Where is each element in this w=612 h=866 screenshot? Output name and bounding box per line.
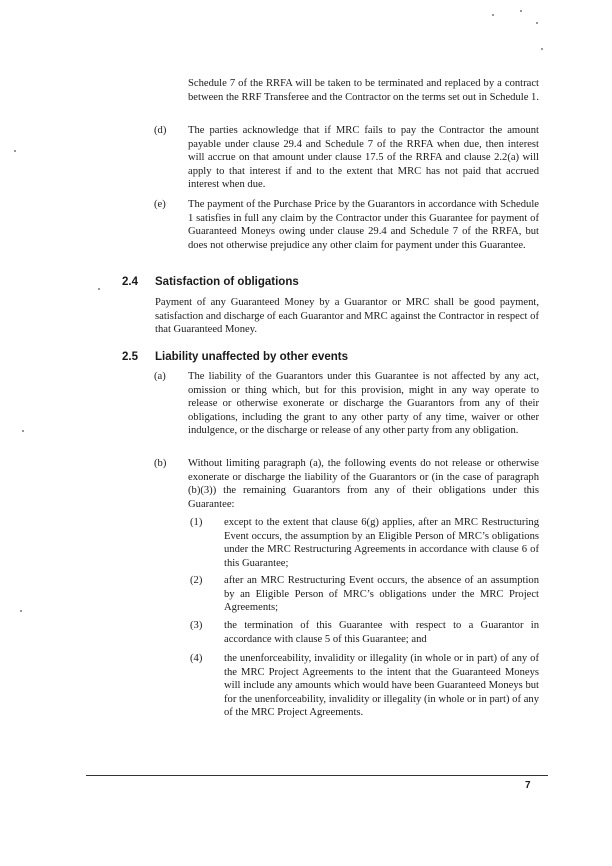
subitem-4-label: (4)	[190, 653, 203, 664]
section-2-4-number: 2.4	[122, 276, 138, 288]
item-a	[188, 370, 539, 438]
footer-rule	[86, 775, 548, 776]
subitem-1	[224, 516, 539, 570]
scan-speck	[541, 48, 543, 50]
scan-speck	[22, 430, 24, 432]
item-b-text: Without limiting paragraph (a), the following events do not release or otherwise exonerate or discharge the liability of the Guarantors or (in the case of paragraph (b)(3)) the remaining Guarantors from any of their obligations under this Guarantee:	[188, 458, 539, 510]
subitem-3-label: (3)	[190, 620, 203, 631]
page-number: 7	[525, 780, 531, 791]
item-b-label: (b)	[154, 458, 167, 469]
scan-speck	[14, 150, 16, 152]
scan-speck	[492, 14, 494, 16]
scan-speck	[520, 10, 522, 12]
subitem-3-text: the termination of this Guarantee with respect to a Guarantor in accordance with clause 5 of this Guarantee; and	[224, 620, 539, 645]
subitem-1-label: (1)	[190, 517, 203, 528]
section-2-4-text: Payment of any Guaranteed Money by a Guarantor or MRC shall be good payment, satisfaction and discharge of each Guarantor and MRC against the Contractor in respect of that Guaranteed Money.	[155, 297, 539, 336]
item-e-text: The payment of the Purchase Price by the Guarantors in accordance with Schedule 1 satisfies in full any claim by the Contractor under this Guarantee for payment of Guaranteed Moneys owing under clause 29.4 and Schedule 7 of the RRFA, but does not otherwise prejudice any other claim for payment under this Guarantee.	[188, 199, 539, 251]
subitem-2	[224, 574, 539, 615]
item-d	[188, 124, 539, 192]
scan-speck	[98, 288, 100, 290]
section-2-5-number: 2.5	[122, 351, 138, 363]
section-2-5-title: Liability unaffected by other events	[155, 351, 348, 363]
item-a-text: The liability of the Guarantors under this Guarantee is not affected by any act, omission or thing which, but for this provision, might in any way operate to release or otherwise exonerate or discharge the Guarantors from any of their obligations, including the grant to any other party of any time, waiver or other indulgence, or the discharge or release of any other party from any obligation.	[188, 371, 539, 437]
intro-text: Schedule 7 of the RRFA will be taken to be terminated and replaced by a contract between the RRF Transferee and the Contractor on the terms set out in Schedule 1.	[188, 78, 539, 103]
scan-speck	[20, 610, 22, 612]
item-e	[188, 198, 539, 252]
item-d-label: (d)	[154, 125, 167, 136]
subitem-1-text: except to the extent that clause 6(g) applies, after an MRC Restructuring Event occurs, the assumption by an Eligible Person of MRC’s obligations under the MRC Restructuring Agreements in accordance with clause 6 of this Guarantee;	[224, 517, 539, 569]
item-a-label: (a)	[154, 371, 166, 382]
item-e-label: (e)	[154, 199, 166, 210]
subitem-4-text: the unenforceability, invalidity or illegality (in whole or in part) of any of the MRC Project Agreements to the intent that the Guaranteed Moneys will include any amounts which would have been Guaranteed Moneys but for the unenforceability, invalidity or illegality (in whole or in part) of any of the MRC Project Agreements.	[224, 653, 539, 719]
subitem-2-label: (2)	[190, 575, 203, 586]
section-2-4-title: Satisfaction of obligations	[155, 276, 299, 288]
scan-speck	[536, 22, 538, 24]
item-b	[188, 457, 539, 511]
subitem-2-text: after an MRC Restructuring Event occurs, the absence of an assumption by an Eligible Person of MRC’s obligations under the MRC Project Agreements;	[224, 575, 539, 614]
intro-paragraph	[188, 77, 539, 104]
section-2-4-body	[155, 296, 539, 337]
item-d-text: The parties acknowledge that if MRC fails to pay the Contractor the amount payable under clause 29.4 and Schedule 7 of the RRFA when due, then interest will accrue on that amount under clause 17.5 of the RRFA and clause 2.2(a) will apply to that interest if and to the extent that MRC has not paid that accrued interest when due.	[188, 125, 539, 191]
subitem-4	[224, 652, 539, 720]
subitem-3	[224, 619, 539, 646]
